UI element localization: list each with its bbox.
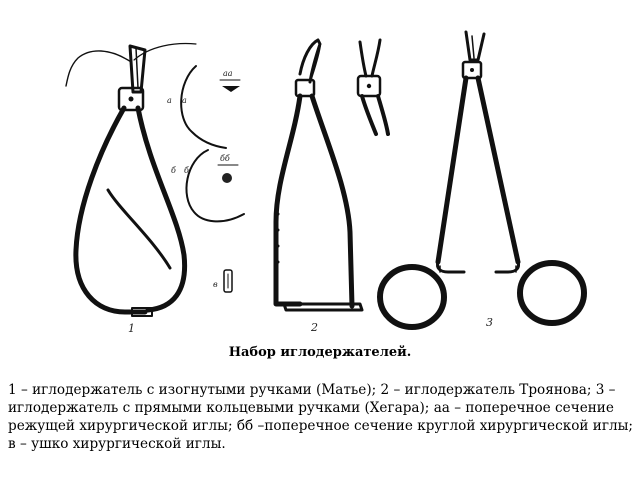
label-bb-left: б <box>171 166 176 175</box>
label-aa-left: а <box>167 96 172 105</box>
needle-cross-sections <box>181 66 244 292</box>
hegar-needle-holder <box>380 32 584 327</box>
label-aa-right: а <box>182 96 187 105</box>
label-tool-2: 2 <box>311 321 318 334</box>
label-bb-right: б <box>184 166 189 175</box>
label-tool-3: 3 <box>486 316 493 329</box>
label-aa-section: аа <box>223 69 233 78</box>
troyanov-needle-holder <box>276 40 388 310</box>
label-needle-eye: в <box>213 280 218 289</box>
mathieu-needle-holder <box>66 44 196 316</box>
caption-body: 1 – иглодержатель с изогнутыми ручками (Матье); 2 – иглодержатель Троянова; 3 – иглодержатель с прямыми кольцевыми ручками (Хегара); аа – поперечное сечение режущей хирургической иглы; бб –поперечное сечение круглой хирургической иглы; в – ушко хирургической иглы. <box>8 382 633 452</box>
label-bb-section: бб <box>220 154 230 163</box>
label-tool-1: 1 <box>128 322 135 335</box>
caption-title: Набор иглодержателей. <box>228 345 412 360</box>
